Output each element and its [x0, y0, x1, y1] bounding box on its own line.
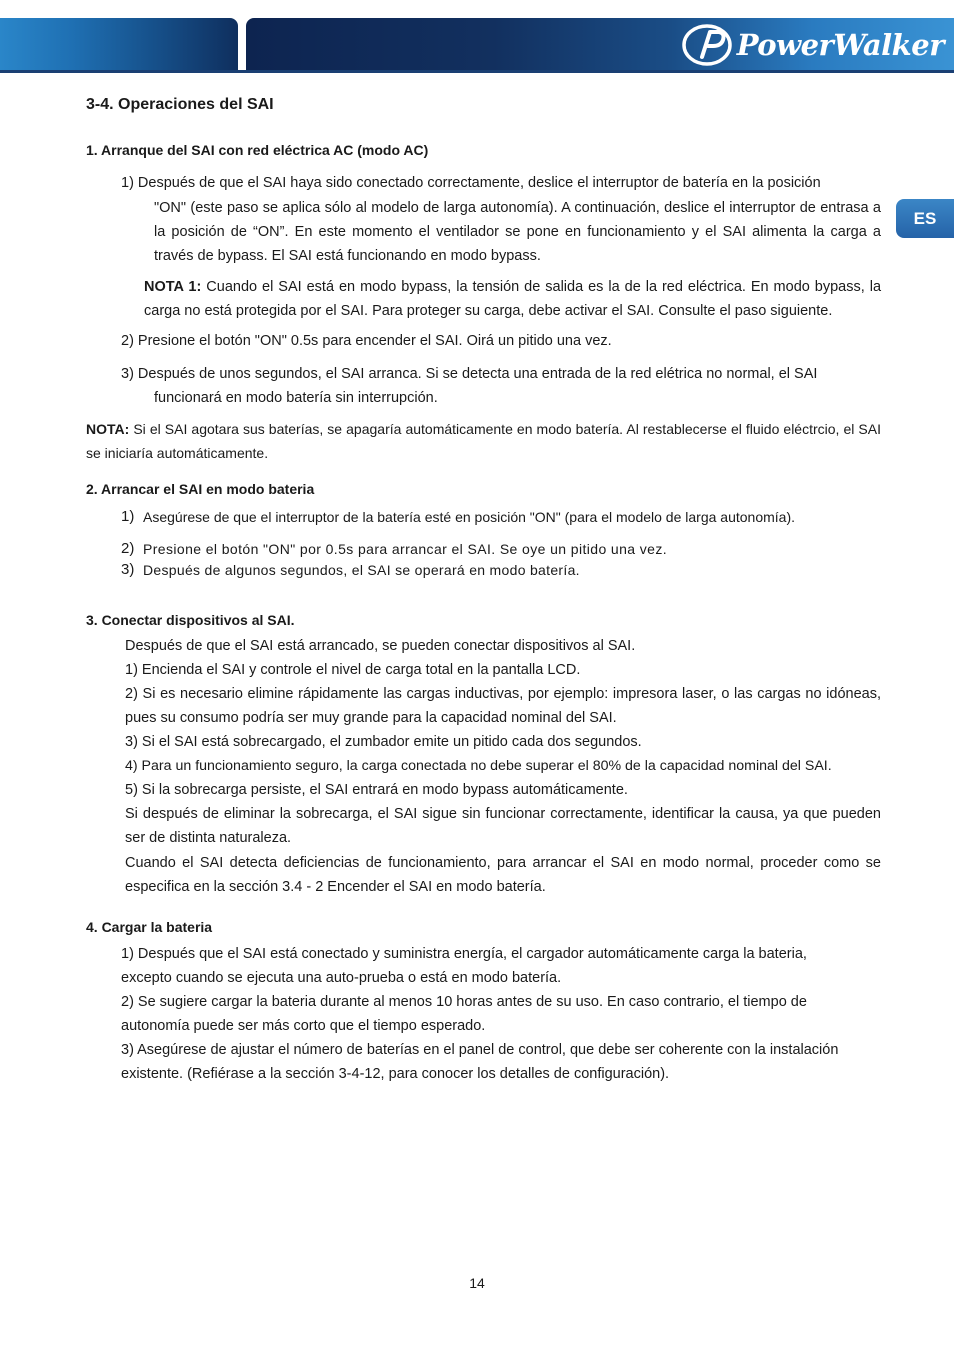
s3-item4: 4) Para un funcionamiento seguro, la carga conectada no debe superar el 80% de la capacidad nominal del SAI. — [125, 758, 832, 774]
s4-heading: 4. Cargar la bateria — [86, 919, 213, 935]
s1-note1 — [144, 275, 881, 323]
s3-item5: 5) Si la sobrecarga persiste, el SAI entrará en modo bypass automáticamente. — [125, 782, 628, 798]
s1-heading: 1. Arranque del SAI con red eléctrica AC (modo AC) — [86, 142, 429, 158]
s2-item1: Asegúrese de que el interruptor de la batería esté en posición "ON" (para el modelo de larga autonomía). — [143, 509, 795, 525]
s1-nota — [86, 417, 881, 465]
s2-num1: 1) — [121, 508, 135, 525]
s2-item2: Presione el botón "ON" por 0.5s para arrancar el SAI. Se oye un pitido una vez. — [143, 541, 668, 557]
s3-item3: 3) Si el SAI está sobrecargado, el zumbador emite un pitido cada dos segundos. — [125, 734, 642, 750]
s1-item3-cont: funcionará en modo batería sin interrupción. — [154, 390, 438, 406]
language-tab-es: ES — [896, 199, 954, 238]
s2-num3: 3) — [121, 561, 135, 578]
s2-heading: 2. Arrancar el SAI en modo bateria — [86, 481, 315, 497]
s2-item3: Después de algunos segundos, el SAI se operará en modo batería. — [143, 562, 580, 578]
s3-item2: 2) Si es necesario elimine rápidamente las cargas inductivas, por ejemplo: impresora laser, o las cargas no idóneas, pues su consumo podría ser muy grande para la capacidad nominal del SAI. — [125, 686, 881, 726]
note1-label: NOTA 1: — [144, 279, 202, 295]
brand-name: PowerWalker — [736, 28, 944, 62]
note1-text: Cuando el SAI está en modo bypass, la tensión de salida es la de la red eléctrica. En modo bypass, la carga no está protegida por el SAI. Para proteger su carga, debe activar el SAI. Consulte el paso siguiente. — [144, 279, 882, 319]
s1-item1-cont: "ON" (este paso se aplica sólo al modelo de larga autonomía). A continuación, deslice el interruptor de entrasa a la posición de “ON”. En este momento el ventilador se pone en funcionamiento y el SAI alimenta la carga a través de bypass. El SAI está funcionando en modo bypass. — [154, 200, 881, 264]
s3-intro: Después de que el SAI está arrancado, se pueden conectar dispositivos al SAI. — [125, 638, 636, 654]
s4-item1: 1) Después que el SAI está conectado y suministra energía, el cargador automáticamente carga la bateria, excepto cuando se ejecuta una auto-prueba o está en modo batería. — [121, 946, 807, 986]
s1-item1: 1) Después de que el SAI haya sido conectado correctamente, deslice el interruptor de batería en la posición — [121, 175, 821, 191]
section-title: 3-4. Operaciones del SAI — [86, 96, 274, 113]
s1-item2: 2) Presione el botón "ON" 0.5s para encender el SAI. Oirá un pitido una vez. — [121, 333, 612, 349]
s4-item2: 2) Se sugiere cargar la bateria durante al menos 10 horas antes de su uso. En caso contrario, el tiempo de autonomía puede ser más corto que el tiempo esperado. — [121, 994, 807, 1034]
header-left-band — [0, 18, 238, 73]
page-number: 14 — [469, 1275, 485, 1291]
nota-text: Si el SAI agotara sus baterías, se apagaría automáticamente en modo batería. Al restablecerse el fluido eléctrcio, el SAI se iniciaría automáticamente. — [86, 421, 881, 461]
s2-num2: 2) — [121, 540, 135, 557]
s1-item3: 3) Después de unos segundos, el SAI arranca. Si se detecta una entrada de la red elétrica no normal, el SAI — [121, 366, 818, 382]
header-right-band — [246, 18, 954, 73]
s3-para6: Si después de eliminar la sobrecarga, el SAI sigue sin funcionar correctamente, identificar la causa, ya que pueden ser de distinta naturaleza. — [125, 806, 881, 846]
page-header — [0, 18, 954, 74]
s4-item3: 3) Asegúrese de ajustar el número de baterías en el panel de control, que debe ser coherente con la instalación existente. (Refiérase a la sección 3-4-12, para conocer los detalles de configuración). — [121, 1042, 839, 1082]
header-divider — [0, 70, 954, 73]
nota-label: NOTA: — [86, 421, 130, 437]
s3-heading: 3. Conectar dispositivos al SAI. — [86, 612, 295, 628]
s3-para7: Cuando el SAI detecta deficiencias de funcionamiento, para arrancar el SAI en modo normal, proceder como se especifica en la sección 3.4 - 2 Encender el SAI en modo batería. — [125, 855, 881, 895]
powerwalker-emblem-icon — [681, 23, 733, 67]
brand-logo — [681, 22, 944, 68]
s3-item1: 1) Encienda el SAI y controle el nivel de carga total en la pantalla LCD. — [125, 662, 581, 678]
